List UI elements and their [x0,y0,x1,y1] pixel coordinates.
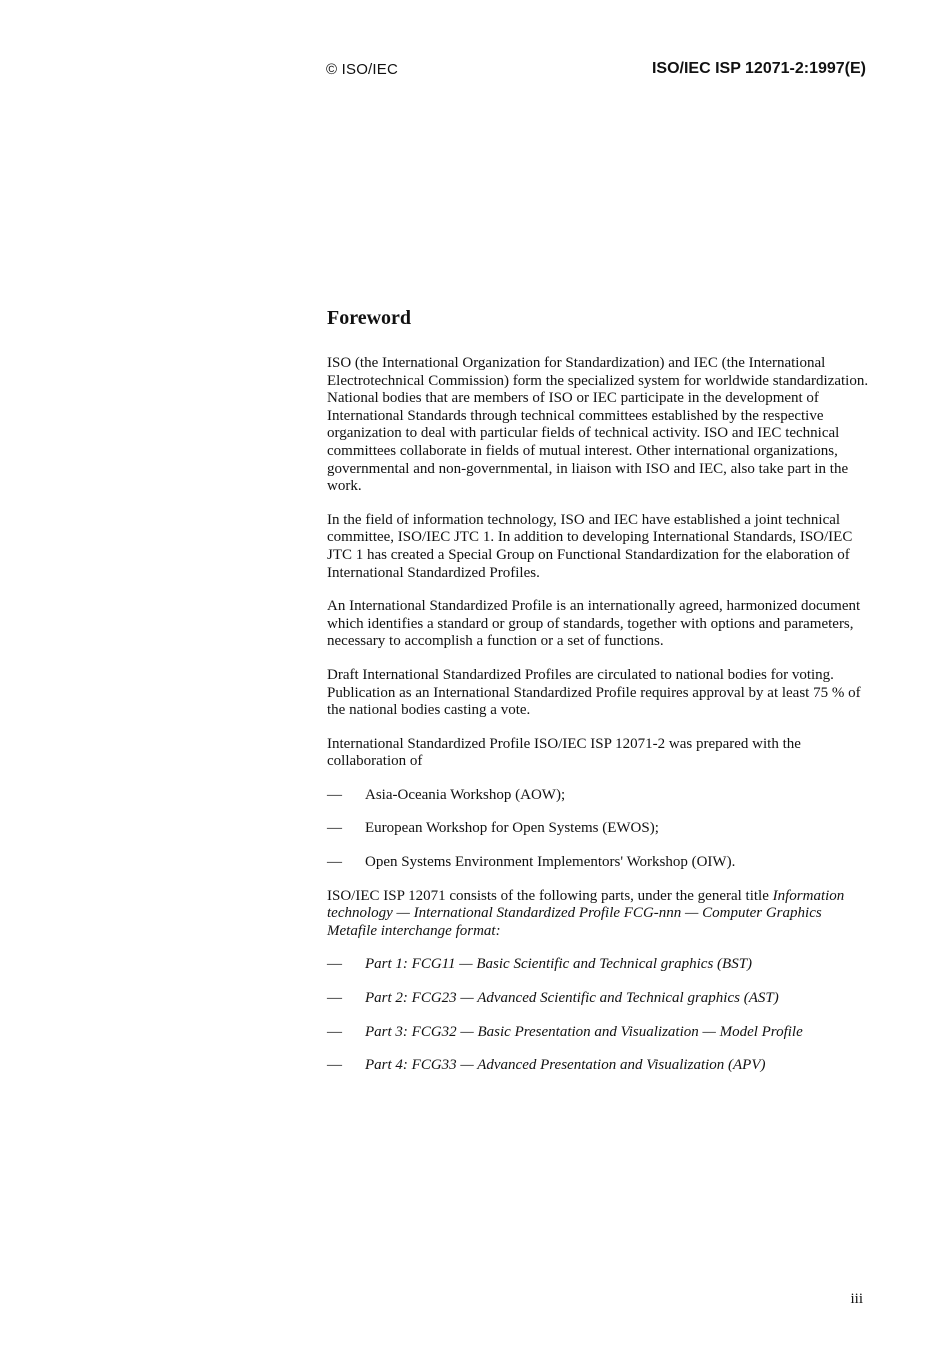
part-1: Part 1: FCG11 — Basic Scientific and Technical graphics (BST) [365,956,753,973]
page-number: iii [850,1291,863,1307]
part-2: Part 2: FCG23 — Advanced Scientific and Technical graphics (AST) [365,990,779,1007]
collaborator-ewos: European Workshop for Open Systems (EWOS); [365,820,659,837]
foreword-body [327,355,872,1091]
page-title: Foreword [327,307,412,329]
part-4: Part 4: FCG33 — Advanced Presentation and Visualization (APV) [365,1057,766,1074]
collaborator-aow: Asia-Oceania Workshop (AOW); [365,786,566,803]
parts-general-title: Information technology — International Standardized Profile FCG-nnn — Computer Graphics Metafile interchange format: [327,887,845,939]
list-item [327,956,872,974]
paragraph-iso-iec-intro: ISO (the International Organization for Standardization) and IEC (the International Electrotechnical Commission) form the specialized system for worldwide standardization. National bodies that are members of ISO or IEC participate in the development of International Standards through technical committees established by the respective organization to deal with particular fields of technical activity. ISO and IEC technical committees collaborate in fields of mutual interest. Other international organizations, governmental and non-governmental, in liaison with ISO and IEC, also take part in the work. [327,355,869,495]
paragraph-isp-definition: An International Standardized Profile is an internationally agreed, harmonized document which identifies a standard or group of standards, together with options and parameters, necessary to accomplish a function or a set of functions. [327,598,861,650]
part-3: Part 3: FCG32 — Basic Presentation and Visualization — Model Profile [365,1023,803,1040]
list-item [327,1024,872,1042]
dash-marker: — [327,1023,342,1040]
dash-marker: — [327,990,342,1007]
header-copyright: © ISO/IEC [326,61,399,78]
paragraph-jtc1: In the field of information technology, ISO and IEC have established a joint technical committee, ISO/IEC JTC 1. In addition to developing International Standards, ISO/IEC JTC 1 has created a Special Group on Functional Standardization for the elaboration of International Standardized Profiles. [327,511,853,581]
header-document-id: ISO/IEC ISP 12071-2:1997(E) [651,60,866,77]
list-item [327,820,872,838]
list-item [327,787,872,805]
dash-marker: — [327,956,342,973]
list-item [327,990,872,1008]
collaborator-oiw: Open Systems Environment Implementors' Workshop (OIW). [365,854,736,871]
dash-marker: — [327,854,342,871]
dash-marker: — [327,786,342,803]
paragraph-draft-voting: Draft International Standardized Profiles are circulated to national bodies for voting. Publication as an International Standardized Profile requires approval by at least 75 % of the national bodies casting a vote. [327,666,861,719]
list-item [327,854,872,872]
dash-marker: — [327,820,342,837]
paragraph-collaboration: International Standardized Profile ISO/IEC ISP 12071-2 was prepared with the collaboration of [327,735,801,770]
paragraph-parts-intro [327,888,872,941]
parts-intro-lead: ISO/IEC ISP 12071 consists of the following parts, under the general title [327,887,769,904]
dash-marker: — [327,1057,342,1074]
list-item [327,1057,872,1075]
